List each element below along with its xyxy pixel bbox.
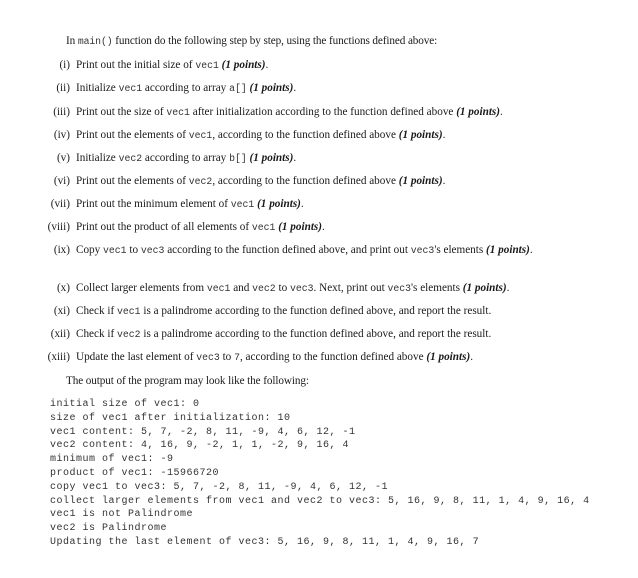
step-segment: Print out the elements of xyxy=(76,129,189,141)
step-segment: Print out the minimum element of xyxy=(76,198,231,210)
step-item xyxy=(0,82,638,108)
step-segment: . xyxy=(300,198,304,210)
step-segment: according to array xyxy=(142,152,230,164)
step-text xyxy=(76,198,304,211)
step-segment: . xyxy=(293,152,297,164)
step-code: vec1 xyxy=(251,222,276,233)
step-segment: after initialization according to the function defined above xyxy=(189,106,457,118)
step-segment: Print out the product of all elements of xyxy=(76,221,252,233)
step-number: (xiii) xyxy=(47,351,70,363)
step-code: vec3 xyxy=(410,245,435,256)
step-text xyxy=(76,221,325,234)
step-item xyxy=(0,244,638,270)
step-segment: , according to the function defined above xyxy=(212,129,399,141)
step-points: (1 points) xyxy=(278,221,323,233)
step-number: (xi) xyxy=(53,305,70,317)
step-segment: . xyxy=(470,351,473,363)
step-segment: 's elements xyxy=(434,244,487,256)
step-number: (vii) xyxy=(50,198,70,210)
step-points: (1 points) xyxy=(221,59,266,71)
intro-paragraph xyxy=(66,35,437,48)
step-code: vec2 xyxy=(188,176,213,187)
step-segment: is a palindrome according to the function defined above, and report the result. xyxy=(140,305,492,317)
output-line: copy vec1 to vec3: 5, 7, -2, 8, 11, -9, 4, 6, 12, -1 xyxy=(50,481,389,493)
step-code: vec1 xyxy=(118,83,143,94)
step-segment: Initialize xyxy=(76,82,119,94)
step-number: (iii) xyxy=(53,106,70,118)
step-points: (1 points) xyxy=(249,82,294,94)
step-code: vec1 xyxy=(195,60,219,71)
step-points: (1 points) xyxy=(486,244,530,256)
step-number: (vi) xyxy=(53,175,70,187)
output-line: product of vec1: -15966720 xyxy=(50,468,220,479)
step-segment: . xyxy=(442,129,446,141)
step-segment: Initialize xyxy=(76,152,119,164)
step-number: (ix) xyxy=(53,244,70,256)
step-text xyxy=(76,305,491,318)
output-line: size of vec1 after initialization: 10 xyxy=(50,412,291,424)
step-points: (1 points) xyxy=(398,175,443,187)
output-line: vec1 content: 5, 7, -2, 8, 11, -9, 4, 6, 12, -1 xyxy=(50,426,356,438)
step-segment: Check if xyxy=(76,328,118,340)
step-segment: Print out the elements of xyxy=(76,175,189,187)
step-segment: to xyxy=(126,244,141,256)
step-number: (ii) xyxy=(56,82,70,94)
step-code: vec1 xyxy=(230,199,255,210)
step-segment: Check if xyxy=(76,305,118,317)
step-segment: and xyxy=(230,282,253,294)
step-segment: according to the function defined above, and print out xyxy=(164,244,411,256)
step-code: vec1 xyxy=(117,306,141,317)
step-segment: 's elements xyxy=(411,282,463,294)
step-code: vec3 xyxy=(387,283,412,294)
step-code: vec3 xyxy=(140,245,165,256)
step-segment: Update the last element of xyxy=(76,351,197,363)
step-code: vec1 xyxy=(188,130,213,141)
step-number: (viii) xyxy=(47,221,70,233)
intro-post: function do the following step by step, using the functions defined above: xyxy=(112,35,438,47)
step-points: (1 points) xyxy=(249,152,294,164)
step-text xyxy=(76,175,445,188)
step-segment: Print out the size of xyxy=(76,106,167,118)
output-line: Updating the last element of vec3: 5, 16, 9, 8, 11, 1, 4, 9, 16, 7 xyxy=(50,537,480,548)
step-segment: , according to the function defined above xyxy=(239,351,427,363)
step-number: (iv) xyxy=(53,129,70,141)
step-text xyxy=(76,282,509,295)
step-number: (x) xyxy=(56,282,70,294)
step-text xyxy=(76,244,551,257)
output-line: collect larger elements from vec1 and vec2 to vec3: 5, 16, 9, 8, 11, 1, 4, 9, 16, 4 xyxy=(50,495,590,507)
step-text xyxy=(76,152,296,165)
step-points: (1 points) xyxy=(426,351,471,363)
step-code: vec3 xyxy=(196,352,220,363)
step-code: vec1 xyxy=(103,245,127,256)
step-code: vec1 xyxy=(206,283,231,294)
step-text xyxy=(76,351,473,364)
intro-code: main() xyxy=(77,36,113,47)
step-code: vec3 xyxy=(290,283,314,294)
step-segment: Collect larger elements from xyxy=(76,282,207,294)
step-segment: . xyxy=(529,244,533,256)
step-code: vec2 xyxy=(118,153,143,164)
step-segment: to xyxy=(219,351,235,363)
step-code: vec2 xyxy=(252,283,276,294)
step-segment: . xyxy=(500,106,503,118)
step-segment: . xyxy=(265,59,269,71)
step-segment: according to array xyxy=(142,82,230,94)
step-number: (xii) xyxy=(50,328,70,340)
step-code: 7 xyxy=(234,352,240,363)
output-line: vec2 content: 4, 16, 9, -2, 1, 1, -2, 9, 16, 4 xyxy=(50,440,350,452)
step-code: vec1 xyxy=(166,107,190,118)
step-segment: . xyxy=(506,282,510,294)
step-item xyxy=(0,351,638,377)
output-line: vec1 is not Palindrome xyxy=(50,509,194,521)
step-segment: is a palindrome according to the function defined above, and report the result. xyxy=(140,328,492,340)
step-code: a[] xyxy=(229,83,247,94)
step-segment: Copy xyxy=(76,244,104,256)
step-points: (1 points) xyxy=(398,129,443,141)
step-segment: . xyxy=(293,82,297,94)
intro-pre: In xyxy=(66,35,78,47)
step-segment: . xyxy=(322,221,325,233)
step-points: (1 points) xyxy=(257,198,301,210)
step-number: (i) xyxy=(59,59,70,71)
step-text xyxy=(76,129,445,142)
step-text xyxy=(76,82,296,95)
output-line: vec2 is Palindrome xyxy=(50,523,168,535)
step-code: vec2 xyxy=(117,329,141,340)
output-line: minimum of vec1: -9 xyxy=(50,454,174,466)
step-code: b[] xyxy=(229,153,247,164)
step-segment: Print out the initial size of xyxy=(76,59,196,71)
step-segment: . xyxy=(442,175,446,187)
step-segment: , according to the function defined above xyxy=(212,175,399,187)
step-points: (1 points) xyxy=(462,282,507,294)
step-text xyxy=(76,328,491,341)
step-segment: . Next, print out xyxy=(313,282,388,294)
step-text xyxy=(76,59,268,72)
step-points: (1 points) xyxy=(456,106,501,118)
step-number: (v) xyxy=(56,152,70,164)
output-line: initial size of vec1: 0 xyxy=(50,399,200,410)
step-text xyxy=(76,106,503,119)
step-segment: to xyxy=(275,282,290,294)
output-label: The output of the program may look like the following: xyxy=(66,375,309,387)
